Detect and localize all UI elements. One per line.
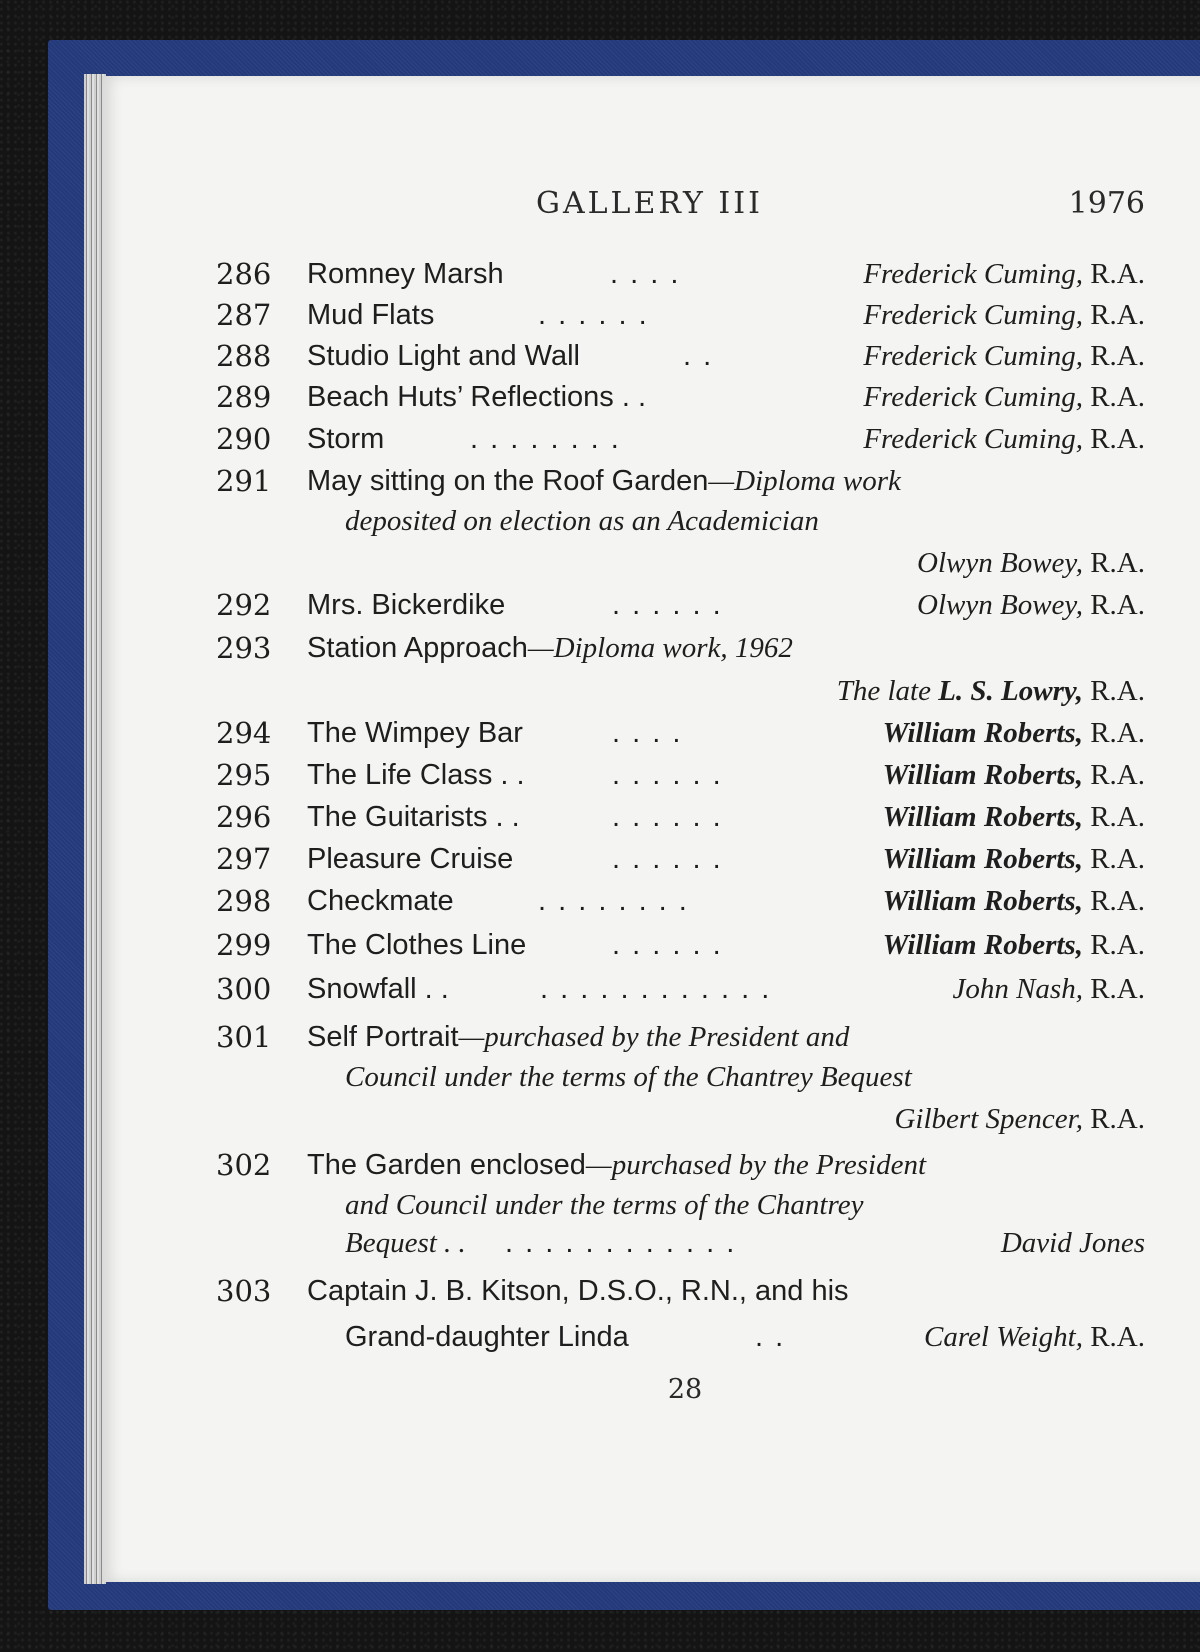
catalogue-entry xyxy=(0,1144,1200,1186)
dot-leader: . . . . . . xyxy=(612,929,723,961)
catalogue-entry xyxy=(0,712,1200,754)
entry-number: 288 xyxy=(216,339,272,373)
catalogue-entry xyxy=(0,335,1200,377)
artist-name: Olwyn Bowey, xyxy=(917,589,1083,621)
entry-continuation xyxy=(0,500,1200,542)
entry-artist xyxy=(883,754,1145,796)
page-header xyxy=(0,186,1200,226)
entry-continuation xyxy=(0,1184,1200,1226)
entry-note-line: Bequest . . xyxy=(345,1227,466,1259)
entry-number: 292 xyxy=(216,588,272,622)
entry-number: 286 xyxy=(216,257,272,291)
artist-suffix: R.A. xyxy=(1082,843,1145,875)
entry-title xyxy=(307,460,901,502)
artist-name: William Roberts, xyxy=(882,759,1083,791)
entry-number: 290 xyxy=(216,422,272,456)
artist-suffix: R.A. xyxy=(1082,717,1145,749)
artist-name: William Roberts, xyxy=(882,885,1083,917)
entry-title: Studio Light and Wall xyxy=(307,340,580,372)
entry-number: 299 xyxy=(216,928,272,962)
entry-artist xyxy=(883,924,1145,966)
entry-number: 287 xyxy=(216,298,272,332)
entry-number: 303 xyxy=(216,1274,272,1308)
entry-number: 294 xyxy=(216,716,272,750)
entry-note-line: deposited on election as an Academician xyxy=(345,505,819,537)
entry-artist xyxy=(883,880,1145,922)
artist-name: William Roberts, xyxy=(882,843,1083,875)
artist-name: David Jones xyxy=(1000,1227,1145,1259)
entry-note-line: Council under the terms of the Chantrey Bequest xyxy=(345,1061,912,1093)
dot-leader: . . xyxy=(683,340,714,372)
catalogue-entry xyxy=(0,294,1200,336)
artist-suffix: R.A. xyxy=(1082,589,1145,621)
dot-leader: . . . . . . xyxy=(538,299,649,331)
entry-title: The Wimpey Bar xyxy=(307,717,523,749)
entry-number: 293 xyxy=(216,631,272,665)
entry-title: The Clothes Line xyxy=(307,929,527,961)
title-text: Station Approach xyxy=(307,632,528,664)
catalogue-entry xyxy=(0,627,1200,669)
entry-title: The Life Class . . xyxy=(307,759,525,791)
entry-title: Captain J. B. Kitson, D.S.O., R.N., and his xyxy=(307,1275,849,1307)
entry-artist xyxy=(883,712,1145,754)
entry-title-line: Grand-daughter Linda xyxy=(345,1321,629,1353)
entry-title: Pleasure Cruise xyxy=(307,843,514,875)
artist-suffix: R.A. xyxy=(1082,1103,1145,1135)
artist-suffix: R.A. xyxy=(1082,258,1145,290)
entry-note: —purchased by the President xyxy=(585,1149,927,1181)
entry-title: The Guitarists . . xyxy=(307,801,520,833)
entry-continuation xyxy=(0,1316,1200,1358)
catalogue-entry xyxy=(0,376,1200,418)
artist-name: Frederick Cuming, xyxy=(863,340,1083,372)
entry-title: Snowfall . . xyxy=(307,973,449,1005)
entry-number: 296 xyxy=(216,800,272,834)
artist-name: Frederick Cuming, xyxy=(863,423,1083,455)
entry-number: 300 xyxy=(216,972,272,1006)
title-text: Self Portrait xyxy=(307,1021,459,1053)
entry-artist-line xyxy=(0,1098,1200,1140)
dot-leader: . . xyxy=(755,1321,786,1353)
artist-suffix: R.A. xyxy=(1082,381,1145,413)
entry-title: Romney Marsh xyxy=(307,258,504,290)
entry-note: —Diploma work, 1962 xyxy=(527,632,793,664)
entry-number: 298 xyxy=(216,884,272,918)
entry-note-line: and Council under the terms of the Chantrey xyxy=(345,1189,864,1221)
dot-leader: . . . . . . . . xyxy=(538,885,689,917)
artist-name: William Roberts, xyxy=(882,929,1083,961)
entry-artist-line xyxy=(0,670,1200,712)
catalogue-entry xyxy=(0,460,1200,502)
artist-suffix: R.A. xyxy=(1082,929,1145,961)
entry-artist xyxy=(917,542,1145,584)
catalogue-entry xyxy=(0,1270,1200,1312)
artist-suffix: R.A. xyxy=(1082,1321,1145,1353)
gallery-title: GALLERY III xyxy=(536,186,763,221)
entry-title: Checkmate xyxy=(307,885,454,917)
dot-leader: . . . . . . xyxy=(612,843,723,875)
entry-number: 301 xyxy=(216,1020,272,1054)
dot-leader: . . . . . . xyxy=(612,589,723,621)
entry-artist xyxy=(863,294,1145,336)
entry-number: 297 xyxy=(216,842,272,876)
title-text: May sitting on the Roof Garden xyxy=(307,465,709,497)
entry-title xyxy=(307,1016,849,1058)
dot-leader: . . . . . . . . . . . . xyxy=(540,973,772,1005)
artist-name: Frederick Cuming, xyxy=(863,258,1083,290)
entry-number: 291 xyxy=(216,464,272,498)
entry-number: 295 xyxy=(216,758,272,792)
artist-name: Frederick Cuming, xyxy=(863,299,1083,331)
artist-name: John Nash, xyxy=(952,973,1083,1005)
catalogue-entry xyxy=(0,754,1200,796)
artist-suffix: R.A. xyxy=(1082,885,1145,917)
artist-name: Carel Weight, xyxy=(923,1321,1083,1353)
entry-artist-line xyxy=(0,542,1200,584)
artist-name: William Roberts, xyxy=(882,717,1083,749)
dot-leader: . . . . . . xyxy=(612,801,723,833)
entry-continuation xyxy=(0,1222,1200,1264)
entry-artist xyxy=(863,376,1145,418)
entry-artist xyxy=(952,968,1145,1010)
artist-suffix: R.A. xyxy=(1082,299,1145,331)
title-text: The Garden enclosed xyxy=(307,1149,586,1181)
catalogue-entry xyxy=(0,796,1200,838)
entry-artist xyxy=(894,1098,1145,1140)
entry-number: 302 xyxy=(216,1148,272,1182)
entry-continuation xyxy=(0,1056,1200,1098)
entry-artist xyxy=(924,1316,1145,1358)
entry-title: Storm xyxy=(307,423,385,455)
entry-artist xyxy=(863,335,1145,377)
catalogue-entry xyxy=(0,253,1200,295)
artist-suffix: R.A. xyxy=(1082,340,1145,372)
entry-artist xyxy=(1001,1222,1145,1264)
artist-name: Gilbert Spencer, xyxy=(894,1103,1083,1135)
artist-suffix: R.A. xyxy=(1082,675,1145,707)
catalogue-entry xyxy=(0,880,1200,922)
catalogue-entry xyxy=(0,418,1200,460)
artist-suffix: R.A. xyxy=(1082,547,1145,579)
entry-artist xyxy=(863,253,1145,295)
entry-note: —Diploma work xyxy=(708,465,901,497)
page-year: 1976 xyxy=(1068,186,1145,221)
catalogue-entry xyxy=(0,1016,1200,1058)
entry-note: —purchased by the President and xyxy=(458,1021,850,1053)
dot-leader: . . . . xyxy=(610,258,681,290)
entry-title: Mud Flats xyxy=(307,299,435,331)
catalogue-entry xyxy=(0,838,1200,880)
artist-name: Olwyn Bowey, xyxy=(917,547,1083,579)
dot-leader: . . . . xyxy=(612,717,683,749)
entry-artist xyxy=(837,670,1145,712)
page-number: 28 xyxy=(667,1374,703,1405)
entry-artist xyxy=(863,418,1145,460)
catalogue-entry xyxy=(0,584,1200,626)
dot-leader: . . . . . . xyxy=(612,759,723,791)
artist-name: L. S. Lowry, xyxy=(938,675,1083,707)
entry-title xyxy=(307,627,793,669)
artist-suffix: R.A. xyxy=(1082,423,1145,455)
entry-number: 289 xyxy=(216,380,272,414)
catalogue-entry xyxy=(0,924,1200,966)
artist-prefix: The late xyxy=(836,675,939,707)
artist-suffix: R.A. xyxy=(1082,759,1145,791)
artist-suffix: R.A. xyxy=(1082,801,1145,833)
entry-title: Mrs. Bickerdike xyxy=(307,589,506,621)
entry-artist xyxy=(883,838,1145,880)
artist-name: Frederick Cuming, xyxy=(863,381,1083,413)
dot-leader: . . . . . . . . xyxy=(470,423,621,455)
artist-suffix: R.A. xyxy=(1082,973,1145,1005)
entry-artist xyxy=(883,796,1145,838)
entry-artist xyxy=(917,584,1145,626)
entry-title xyxy=(307,1144,926,1186)
dot-leader: . . . . . . . . . . . . xyxy=(505,1227,737,1259)
catalogue-entry xyxy=(0,968,1200,1010)
artist-name: William Roberts, xyxy=(882,801,1083,833)
entry-title: Beach Huts’ Reflections . . xyxy=(307,381,647,413)
